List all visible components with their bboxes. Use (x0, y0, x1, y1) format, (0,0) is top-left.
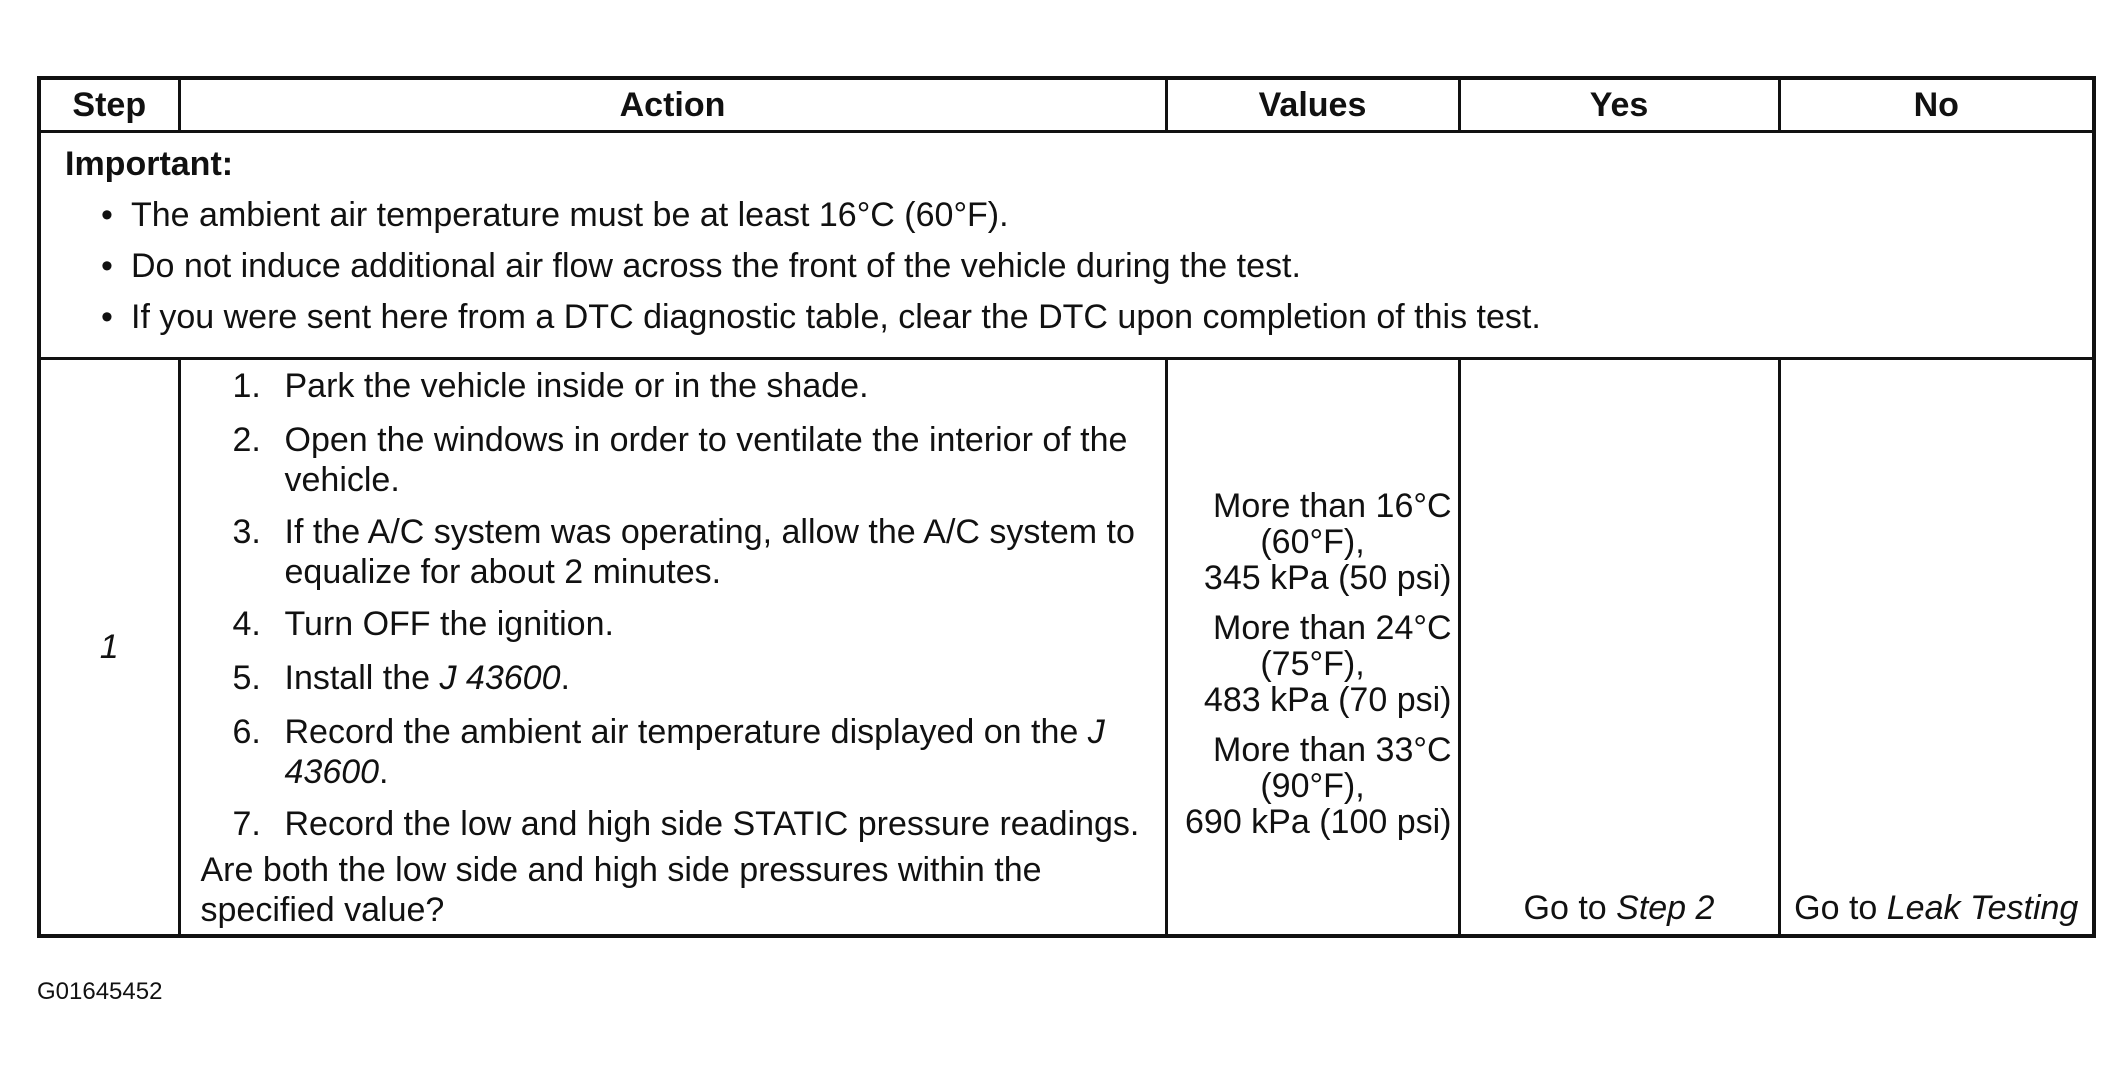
action-number: 2. (232, 421, 261, 459)
value-temp-f: (60°F), (1260, 523, 1365, 561)
header-no: No (1779, 78, 2094, 132)
action-item (201, 712, 1147, 792)
value-temp-f: (75°F), (1260, 645, 1365, 683)
no-prefix: Go to (1794, 889, 1887, 927)
action-item (201, 420, 1147, 500)
value-pressure: 345 kPa (50 psi) (1203, 559, 1452, 597)
tool-reference: J 43600 (284, 713, 1105, 791)
action-text: Record the ambient air temperature displayed on the (284, 713, 1088, 751)
values-cell (1166, 359, 1459, 937)
figure-id: G01645452 (37, 978, 163, 1005)
value-temp: More than 16°C (1213, 487, 1452, 525)
action-item (201, 604, 1147, 644)
step-row-1 (39, 359, 2094, 937)
action-text: Turn OFF the ignition. (284, 605, 614, 643)
value-temp-f: (90°F), (1260, 767, 1365, 805)
action-number: 1. (232, 367, 261, 405)
step-question: Are both the low side and high side pressures within the specified value? (200, 851, 1042, 929)
no-cell (1779, 359, 2094, 937)
action-text: Open the windows in order to ventilate the interior of the vehicle. (284, 421, 1128, 499)
action-item (201, 804, 1147, 844)
important-title: Important: (65, 145, 234, 183)
action-item (201, 658, 1147, 698)
header-step: Step (39, 78, 179, 132)
action-cell (179, 359, 1166, 937)
value-entry (1174, 610, 1452, 718)
important-bullet: • Do not induce additional air flow across the front of the vehicle during the test. (65, 241, 2068, 292)
action-number: 4. (232, 605, 261, 643)
action-suffix: . (379, 753, 389, 791)
no-step-link[interactable]: Leak Testing (1886, 889, 2079, 927)
value-temp: More than 24°C (1213, 609, 1452, 647)
action-text: Park the vehicle inside or in the shade. (284, 367, 869, 405)
important-notice (39, 132, 2094, 359)
header-row (39, 78, 2094, 132)
yes-cell (1459, 359, 1779, 937)
important-list (65, 190, 2068, 343)
header-action: Action (179, 78, 1166, 132)
step-number: 1 (39, 359, 179, 937)
important-bullet: • The ambient air temperature must be at least 16°C (60°F). (65, 190, 2068, 241)
value-entry (1174, 488, 1452, 596)
tool-reference: J 43600 (439, 659, 561, 697)
action-item (201, 512, 1147, 592)
action-number: 6. (232, 713, 261, 751)
header-values: Values (1166, 78, 1459, 132)
value-entry (1174, 732, 1452, 840)
action-text: If the A/C system was operating, allow the A/C system to equalize for about 2 minutes. (284, 513, 1135, 591)
diagnostic-table (37, 76, 2096, 938)
yes-prefix: Go to (1523, 889, 1617, 927)
header-yes: Yes (1459, 78, 1779, 132)
action-number: 3. (232, 513, 261, 551)
value-pressure: 690 kPa (100 psi) (1185, 803, 1452, 841)
action-text: Install the (284, 659, 440, 697)
yes-step-link[interactable]: Step 2 (1616, 889, 1715, 927)
value-pressure: 483 kPa (70 psi) (1203, 681, 1452, 719)
action-number: 5. (232, 659, 261, 697)
action-item (201, 366, 1147, 406)
action-list (201, 366, 1147, 844)
important-bullet: • If you were sent here from a DTC diagnostic table, clear the DTC upon completion of this test. (65, 292, 2068, 343)
action-number: 7. (232, 805, 261, 843)
important-row (39, 132, 2094, 359)
action-suffix: . (560, 659, 570, 697)
action-text: Record the low and high side STATIC pressure readings. (284, 805, 1140, 843)
value-temp: More than 33°C (1213, 731, 1452, 769)
